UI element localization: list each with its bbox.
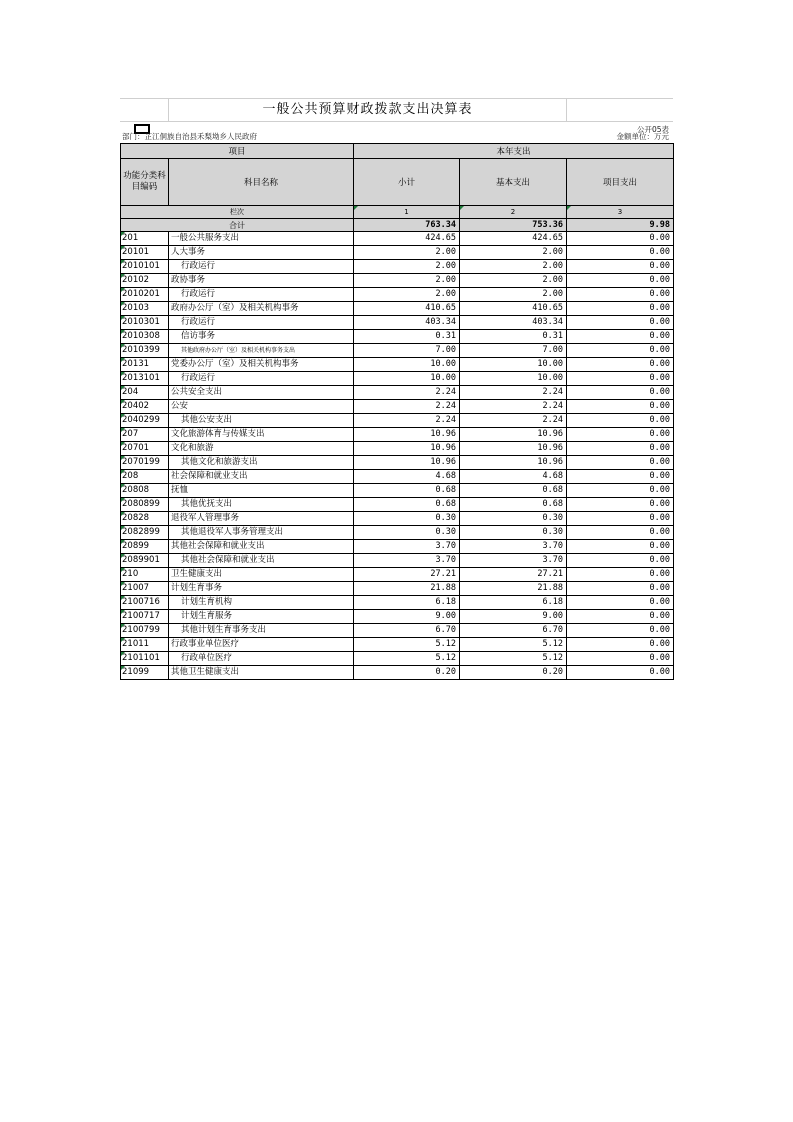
row-code [121,484,169,498]
row-project: 0.00 [567,512,674,526]
row-code [121,568,169,582]
table-row [121,232,674,246]
row-subtotal: 403.34 [354,316,460,330]
row-code-text: 2070199 [122,457,160,467]
row-basic: 6.70 [460,624,567,638]
row-code-text: 204 [122,387,139,397]
row-code-text: 2100716 [122,597,160,607]
row-code [121,554,169,568]
cell-comment-icon [460,206,464,210]
row-basic: 10.96 [460,456,567,470]
row-code-text: 208 [122,471,139,481]
row-subject-name: 计划生育机构 [169,596,354,610]
row-project: 0.00 [567,274,674,288]
row-subject-name: 其他政府办公厅（室）及相关机构事务支出 [169,344,354,358]
row-subject-name: 行政单位医疗 [169,652,354,666]
row-subtotal: 2.00 [354,288,460,302]
row-project: 0.00 [567,652,674,666]
table-body [121,232,674,680]
row-basic: 7.00 [460,344,567,358]
row-code-text: 2010301 [122,317,160,327]
title-right-gutter [566,99,673,121]
row-code-text: 2100717 [122,611,160,621]
row-project: 0.00 [567,470,674,484]
table-row [121,386,674,400]
row-subject-name: 行政运行 [169,316,354,330]
row-project: 0.00 [567,232,674,246]
row-subject-name: 文化旅游体育与传媒支出 [169,428,354,442]
row-basic: 410.65 [460,302,567,316]
row-subject-name: 信访事务 [169,330,354,344]
table-row [121,442,674,456]
form-number: 公开05表 [636,125,669,134]
row-code-text: 2010399 [122,345,160,355]
row-project: 0.00 [567,260,674,274]
cell-comment-icon [121,330,125,334]
row-code [121,470,169,484]
row-project: 0.00 [567,484,674,498]
row-code-text: 201 [122,233,139,243]
row-subject-name: 行政事业单位医疗 [169,638,354,652]
row-subtotal: 3.70 [354,540,460,554]
row-subtotal: 2.24 [354,386,460,400]
total-basic: 753.36 [460,219,567,232]
row-basic: 21.88 [460,582,567,596]
cell-comment-icon [121,442,125,446]
row-basic: 10.00 [460,358,567,372]
row-subject-name: 政协事务 [169,274,354,288]
row-subtotal: 0.68 [354,484,460,498]
row-project: 0.00 [567,372,674,386]
expenditure-table [120,143,674,680]
cell-comment-icon [121,232,125,236]
cell-comment-icon [121,246,125,250]
report-sheet [120,98,673,680]
row-subtotal: 2.00 [354,274,460,288]
row-code-text: 21011 [122,639,150,649]
cell-comment-icon [121,526,125,530]
row-basic: 9.00 [460,610,567,624]
row-basic: 2.24 [460,414,567,428]
row-code [121,232,169,246]
cell-comment-icon [121,596,125,600]
row-basic: 0.68 [460,484,567,498]
row-project: 0.00 [567,456,674,470]
row-code-text: 20701 [122,443,150,453]
cell-comment-icon [121,316,125,320]
row-subject-name: 政府办公厅（室）及相关机构事务 [169,302,354,316]
row-code-text: 207 [122,429,139,439]
cell-comment-icon [121,666,125,670]
table-row [121,456,674,470]
cell-comment-icon [121,414,125,418]
table-row [121,666,674,680]
row-basic: 0.68 [460,498,567,512]
column-number-1: 1 [354,206,460,219]
row-code [121,540,169,554]
column-number-3: 3 [567,206,674,219]
row-project: 0.00 [567,638,674,652]
total-row [121,219,674,232]
cell-comment-icon [121,288,125,292]
cell-comment-icon [121,400,125,404]
row-subject-name: 公共安全支出 [169,386,354,400]
meta-row [120,122,673,143]
row-subtotal: 6.70 [354,624,460,638]
row-code [121,288,169,302]
row-subject-name: 行政运行 [169,288,354,302]
table-row [121,596,674,610]
row-code-text: 20402 [122,401,150,411]
cell-comment-icon [121,260,125,264]
row-subtotal: 0.30 [354,526,460,540]
row-code-text: 20102 [122,275,150,285]
row-code-text: 21007 [122,583,150,593]
cell-comment-icon [121,512,125,516]
header-row-2 [121,159,674,206]
row-code-text: 2100799 [122,625,160,635]
row-code-text: 2013101 [122,373,160,383]
row-subtotal: 3.70 [354,554,460,568]
cell-comment-icon [121,540,125,544]
cell-comment-icon [121,554,125,558]
row-code [121,344,169,358]
row-subtotal: 5.12 [354,638,460,652]
row-basic: 0.30 [460,526,567,540]
row-project: 0.00 [567,386,674,400]
header-project: 项目 [121,144,354,159]
row-subtotal: 10.96 [354,442,460,456]
row-project: 0.00 [567,610,674,624]
row-project: 0.00 [567,344,674,358]
table-row [121,358,674,372]
row-subtotal: 10.00 [354,358,460,372]
row-subtotal: 10.00 [354,372,460,386]
total-label: 合计 [121,219,354,232]
row-basic: 10.96 [460,442,567,456]
row-code-text: 2080899 [122,499,160,509]
table-row [121,372,674,386]
row-code [121,358,169,372]
row-code-text: 2010101 [122,261,160,271]
row-subtotal: 6.18 [354,596,460,610]
column-label: 栏次 [121,206,354,219]
row-subject-name: 抚恤 [169,484,354,498]
row-project: 0.00 [567,498,674,512]
row-code [121,638,169,652]
row-subject-name: 社会保障和就业支出 [169,470,354,484]
row-subtotal: 7.00 [354,344,460,358]
table-row [121,526,674,540]
cell-comment-icon [121,638,125,642]
cell-comment-icon [121,568,125,572]
cell-comment-icon [121,652,125,656]
row-code [121,274,169,288]
table-row [121,316,674,330]
row-subject-name: 公安 [169,400,354,414]
row-subtotal: 2.00 [354,260,460,274]
row-code [121,246,169,260]
row-basic: 2.00 [460,260,567,274]
table-row [121,302,674,316]
column-number-row [121,206,674,219]
header-basic: 基本支出 [460,159,567,206]
row-code [121,386,169,400]
row-subject-name: 行政运行 [169,260,354,274]
row-code-text: 20808 [122,485,150,495]
table-row [121,652,674,666]
row-subtotal: 0.68 [354,498,460,512]
row-project: 0.00 [567,246,674,260]
row-code-text: 2082899 [122,527,160,537]
cell-comment-icon [121,456,125,460]
row-code-text: 20101 [122,247,150,257]
row-project: 0.00 [567,526,674,540]
row-code [121,316,169,330]
row-code-text: 2010308 [122,331,160,341]
row-subject-name: 其他社会保障和就业支出 [169,540,354,554]
row-subtotal: 410.65 [354,302,460,316]
row-basic: 2.00 [460,288,567,302]
table-row [121,400,674,414]
column-number-2: 2 [460,206,567,219]
table-row [121,610,674,624]
cell-comment-icon [567,206,571,210]
row-project: 0.00 [567,302,674,316]
header-project-expense: 项目支出 [567,159,674,206]
table-row [121,260,674,274]
row-code [121,512,169,526]
row-basic: 2.24 [460,400,567,414]
table-row [121,624,674,638]
row-code [121,498,169,512]
page-title: 一般公共预算财政拨款支出决算表 [262,102,473,117]
row-subject-name: 其他计划生育事务支出 [169,624,354,638]
row-subject-name: 其他卫生健康支出 [169,666,354,680]
row-code-text: 2010201 [122,289,160,299]
row-basic: 0.20 [460,666,567,680]
row-subtotal: 5.12 [354,652,460,666]
row-code [121,666,169,680]
row-project: 0.00 [567,414,674,428]
row-subject-name: 文化和旅游 [169,442,354,456]
row-code-text: 2040299 [122,415,160,425]
row-subject-name: 其他公安支出 [169,414,354,428]
cell-comment-icon [121,344,125,348]
row-project: 0.00 [567,330,674,344]
row-basic: 403.34 [460,316,567,330]
amount-unit-label: 金额单位：万元 [616,132,669,141]
title-row [120,98,673,122]
header-func-code: 功能分类科目编码 [121,159,169,206]
row-code-text: 2089901 [122,555,160,565]
row-project: 0.00 [567,428,674,442]
cell-comment-icon [121,302,125,306]
row-code [121,372,169,386]
table-row [121,540,674,554]
cell-comment-icon [121,428,125,432]
cell-comment-icon [121,582,125,586]
row-project: 0.00 [567,442,674,456]
row-subtotal: 9.00 [354,610,460,624]
row-code [121,596,169,610]
table-row [121,344,674,358]
department-label: 部门：芷江侗族自治县禾梨坳乡人民政府 [122,132,257,141]
row-code [121,610,169,624]
row-basic: 2.00 [460,274,567,288]
table-row [121,330,674,344]
row-code-text: 20899 [122,541,150,551]
row-code [121,400,169,414]
table-row [121,484,674,498]
header-row-1 [121,144,674,159]
row-code-text: 20131 [122,359,150,369]
row-code-text: 20103 [122,303,150,313]
table-row [121,554,674,568]
row-basic: 2.24 [460,386,567,400]
cell-comment-icon [121,498,125,502]
row-basic: 2.00 [460,246,567,260]
row-code-text: 2101101 [122,653,160,663]
table-row [121,414,674,428]
header-subtotal: 小计 [354,159,460,206]
row-subtotal: 27.21 [354,568,460,582]
table-row [121,428,674,442]
row-project: 0.00 [567,582,674,596]
table-row [121,470,674,484]
row-code-text: 20828 [122,513,150,523]
table-row [121,638,674,652]
cell-comment-icon [121,372,125,376]
row-subject-name: 党委办公厅（室）及相关机构事务 [169,358,354,372]
cell-comment-icon [121,274,125,278]
row-subject-name: 其他社会保障和就业支出 [169,554,354,568]
row-subtotal: 424.65 [354,232,460,246]
row-subject-name: 一般公共服务支出 [169,232,354,246]
total-subtotal: 763.34 [354,219,460,232]
row-project: 0.00 [567,400,674,414]
row-basic: 424.65 [460,232,567,246]
row-basic: 27.21 [460,568,567,582]
cell-comment-icon [354,206,358,210]
row-subtotal: 2.24 [354,400,460,414]
row-code [121,526,169,540]
row-project: 0.00 [567,358,674,372]
title-left-gutter [120,99,169,121]
row-project: 0.00 [567,316,674,330]
table-row [121,246,674,260]
row-basic: 3.70 [460,540,567,554]
row-project: 0.00 [567,666,674,680]
cell-comment-icon [121,470,125,474]
table-row [121,274,674,288]
row-subtotal: 4.68 [354,470,460,484]
row-basic: 3.70 [460,554,567,568]
row-basic: 5.12 [460,638,567,652]
row-basic: 5.12 [460,652,567,666]
row-code [121,456,169,470]
row-code [121,302,169,316]
row-code-text: 210 [122,569,139,579]
row-basic: 0.31 [460,330,567,344]
row-subject-name: 卫生健康支出 [169,568,354,582]
row-subject-name: 其他退役军人事务管理支出 [169,526,354,540]
row-subtotal: 21.88 [354,582,460,596]
cell-comment-icon [121,386,125,390]
row-code [121,442,169,456]
row-project: 0.00 [567,596,674,610]
cell-comment-icon [121,610,125,614]
row-basic: 6.18 [460,596,567,610]
row-subtotal: 10.96 [354,428,460,442]
row-subtotal: 2.00 [354,246,460,260]
row-subtotal: 0.20 [354,666,460,680]
row-code-text: 21099 [122,667,150,677]
row-project: 0.00 [567,540,674,554]
row-basic: 10.96 [460,428,567,442]
row-subtotal: 0.30 [354,512,460,526]
table-row [121,568,674,582]
row-subject-name: 其他优抚支出 [169,498,354,512]
row-code [121,652,169,666]
row-code [121,330,169,344]
row-subject-name: 行政运行 [169,372,354,386]
cell-comment-icon [121,624,125,628]
row-code [121,582,169,596]
table-row [121,512,674,526]
row-basic: 10.00 [460,372,567,386]
row-project: 0.00 [567,554,674,568]
row-basic: 4.68 [460,470,567,484]
header-current-year: 本年支出 [354,144,674,159]
cell-comment-icon [121,484,125,488]
row-subtotal: 0.31 [354,330,460,344]
row-project: 0.00 [567,568,674,582]
row-subject-name: 人大事务 [169,246,354,260]
row-code [121,428,169,442]
row-subject-name: 退役军人管理事务 [169,512,354,526]
row-code [121,624,169,638]
row-subject-name: 计划生育事务 [169,582,354,596]
header-subject-name: 科目名称 [169,159,354,206]
cell-comment-icon [121,358,125,362]
table-row [121,582,674,596]
row-subject-name: 其他文化和旅游支出 [169,456,354,470]
row-code [121,414,169,428]
row-subtotal: 2.24 [354,414,460,428]
table-row [121,288,674,302]
row-project: 0.00 [567,624,674,638]
row-basic: 0.30 [460,512,567,526]
total-project: 9.98 [567,219,674,232]
row-subject-name: 计划生育服务 [169,610,354,624]
row-code [121,260,169,274]
table-row [121,498,674,512]
row-project: 0.00 [567,288,674,302]
row-subtotal: 10.96 [354,456,460,470]
